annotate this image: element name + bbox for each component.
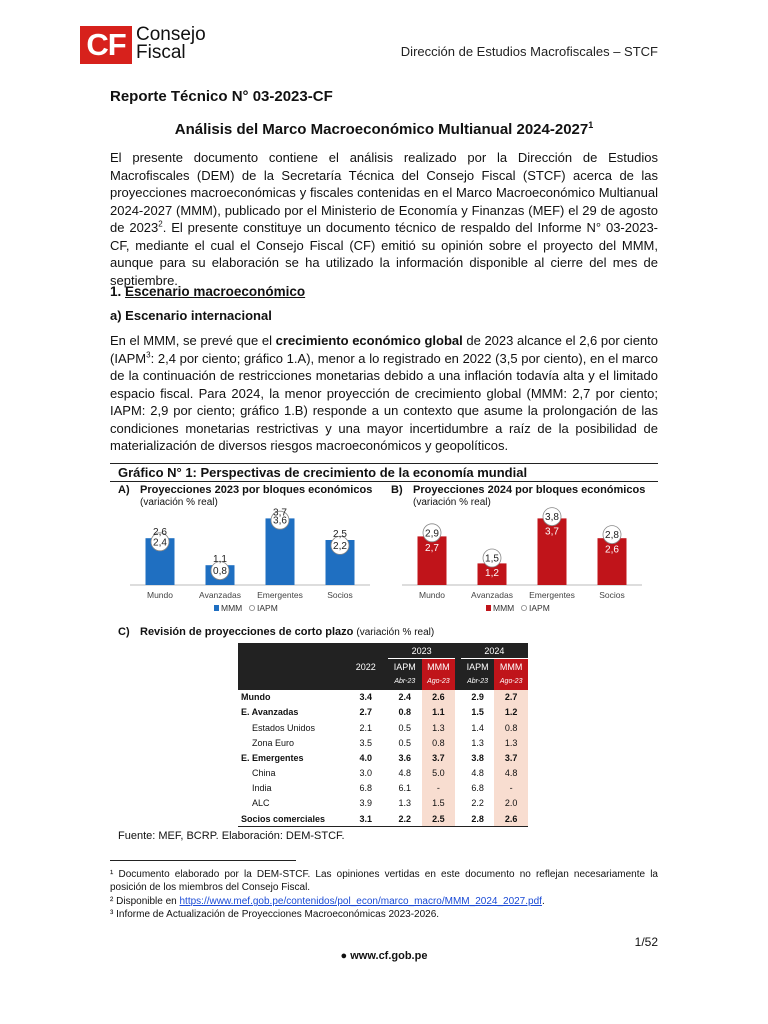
cell-2022: 2.1	[359, 722, 372, 733]
footnote-1-mark: ¹	[110, 869, 114, 880]
header-year-2024: 2024	[461, 643, 528, 659]
category-label: Avanzadas	[199, 590, 241, 600]
page-number: 1/52	[634, 935, 658, 949]
category-label: Socios	[327, 590, 353, 600]
graph-source: Fuente: MEF, BCRP. Elaboración: DEM-STCF.	[118, 830, 345, 842]
cell-mmm-2023: 2.5	[422, 811, 456, 827]
header-mmm-2024: MMM	[494, 659, 528, 675]
header-date-mmm-2024: Ago-23	[494, 674, 528, 689]
chart-2023-blocks	[130, 505, 370, 620]
intro-text-2: . El presente constituye un documento técnico de respaldo del Informe N° 03-2023-CF, mediante el cual el Consejo Fiscal (CF) emitió su opinión sobre el proyecto del MMM, aunque para su elaboración se ha utilizado la información disponible al cierre del mes de septiembre.	[110, 220, 659, 288]
header-year-2022: 2022	[349, 659, 382, 675]
label-mmm: 1,1	[213, 554, 227, 566]
cell-iapm-2024: 3.8	[471, 752, 484, 763]
para-a-text-1: En el MMM, se prevé que el	[110, 333, 276, 348]
legend-mmm-label: MMM	[221, 603, 243, 613]
cell-iapm-2024: 1.3	[471, 737, 484, 748]
row-label: E. Emergentes	[241, 752, 304, 763]
header-blank	[349, 674, 382, 689]
label-mmm: 1,2	[485, 568, 499, 579]
cell-2022: 2.7	[359, 707, 372, 718]
cell-iapm-2023: 4.8	[398, 768, 412, 779]
cell-iapm-2023: 6.1	[398, 783, 412, 794]
label-mmm: 2,6	[153, 527, 167, 539]
cell-mmm-2024: 3.7	[494, 750, 528, 765]
table-row	[238, 720, 528, 735]
panel-a-title: Proyecciones 2023 por bloques económicos	[140, 484, 373, 496]
intro-footnote-ref[interactable]: 2	[158, 219, 163, 229]
table-row	[238, 690, 528, 705]
header-blank	[238, 674, 349, 689]
cell-2022: 6.8	[359, 783, 372, 794]
table-row	[238, 811, 528, 827]
logo-line-2: Fiscal	[136, 42, 186, 63]
legend-mmm-label: MMM	[493, 603, 515, 613]
cell-iapm-2024: 2.9	[471, 692, 484, 703]
header-iapm-2024: IAPM	[461, 659, 495, 675]
report-id: Reporte Técnico N° 03-2023-CF	[110, 88, 333, 105]
cell-mmm-2023: -	[422, 781, 456, 796]
category-label: Emergentes	[257, 590, 303, 600]
cell-mmm-2023: 2.6	[422, 690, 456, 705]
panel-c-label	[118, 626, 434, 638]
logo-line-1: Consejo	[136, 24, 206, 45]
label-iapm: 3,6	[273, 515, 287, 527]
header-department: Dirección de Estudios Macrofiscales – STCF	[400, 44, 658, 59]
cell-2022: 3.5	[359, 737, 372, 748]
label-mmm: 3,7	[545, 526, 559, 538]
cell-mmm-2023: 1.5	[422, 796, 456, 811]
footnote-3-mark: ³	[110, 909, 114, 920]
table-row	[238, 766, 528, 781]
cell-iapm-2024: 1.5	[471, 707, 484, 718]
panel-a-note: (variación % real)	[140, 497, 218, 508]
page-title	[110, 120, 658, 138]
mef-mmm-link[interactable]: https://www.mef.gob.pe/contenidos/pol_econ/marco_macro/MMM_2024_2027.pdf	[179, 896, 542, 907]
label-iapm: 1,5	[485, 553, 499, 565]
table-header-dates	[238, 674, 528, 689]
table-header-years	[238, 643, 528, 659]
row-label: Mundo	[241, 692, 271, 703]
cell-mmm-2024: 0.8	[494, 720, 528, 735]
panel-c-title: Revisión de proyecciones de corto plazo	[140, 626, 354, 638]
title-text: Análisis del Marco Macroeconómico Multianual 2024-2027	[174, 121, 589, 138]
footer-website[interactable]: ● www.cf.gob.pe	[340, 950, 428, 962]
para-a-bold: crecimiento económico global	[275, 333, 463, 348]
cell-mmm-2024: 1.3	[494, 735, 528, 750]
footnote-3-text: Informe de Actualización de Proyecciones Macroeconómicas 2023-2026.	[113, 909, 440, 920]
label-iapm: 2,4	[153, 537, 167, 549]
cell-iapm-2024: 1.4	[471, 722, 484, 733]
para-a-text-2: de 2023 alcance el 2,6 por ciento (IAPM	[110, 333, 658, 366]
table-row	[238, 796, 528, 811]
subsection-heading-a: a) Escenario internacional	[110, 308, 272, 323]
label-iapm: 2,9	[425, 528, 439, 540]
graph-top-rule	[110, 463, 658, 464]
label-iapm: 3,8	[545, 512, 559, 524]
cell-mmm-2024: 1.2	[494, 705, 528, 720]
panel-a-letter: A)	[118, 484, 130, 496]
cell-mmm-2024: 4.8	[494, 766, 528, 781]
projections-table	[238, 643, 528, 827]
cell-iapm-2024: 4.8	[471, 768, 484, 779]
table-row	[238, 781, 528, 796]
cell-mmm-2023: 1.3	[422, 720, 456, 735]
cell-mmm-2024: 2.6	[494, 811, 528, 827]
cell-mmm-2023: 0.8	[422, 735, 456, 750]
header-date-iapm-2024: Abr-23	[461, 674, 495, 689]
graph-title: Gráfico N° 1: Perspectivas de crecimiento de la economía mundial	[118, 465, 528, 480]
chart-2024-blocks	[402, 505, 642, 620]
header-mmm-2023: MMM	[422, 659, 456, 675]
legend-iapm-marker	[249, 605, 254, 610]
footnote-2	[110, 895, 658, 908]
header-2022-blank	[349, 643, 382, 659]
cell-iapm-2023: 0.5	[398, 722, 412, 733]
cell-iapm-2023: 1.3	[398, 798, 412, 809]
row-label: India	[252, 783, 272, 794]
header-iapm-2023: IAPM	[388, 659, 422, 675]
paragraph-international	[110, 332, 658, 455]
legend-iapm-marker	[521, 605, 526, 610]
cell-mmm-2024: 2.7	[494, 690, 528, 705]
cell-mmm-2024: 2.0	[494, 796, 528, 811]
row-label: Zona Euro	[252, 737, 295, 748]
table-body	[238, 690, 528, 827]
cell-mmm-2024: -	[494, 781, 528, 796]
cf-logo-mark: CF	[80, 26, 132, 64]
cell-mmm-2023: 3.7	[422, 750, 456, 765]
cell-2022: 4.0	[359, 752, 372, 763]
label-mmm: 2,7	[425, 542, 439, 554]
label-iapm: 0,8	[213, 566, 227, 578]
cell-iapm-2023: 0.8	[398, 707, 412, 718]
footnote-rule	[110, 860, 296, 861]
footnote-1	[110, 868, 658, 894]
title-footnote-ref[interactable]: 1	[588, 120, 594, 130]
panel-c-letter: C)	[118, 626, 130, 638]
label-mmm: 3,7	[273, 507, 287, 519]
row-label: China	[252, 768, 276, 779]
label-mmm: 2,5	[333, 529, 347, 540]
footnote-1-text: Documento elaborado por la DEM-STCF. Las opiniones vertidas en este documento no reflejan necesariamente la posición de los miembros del Consejo Fiscal.	[110, 869, 658, 893]
legend-iapm-label: IAPM	[257, 603, 278, 613]
section-number: 1.	[110, 284, 122, 299]
para-a-footnote-ref[interactable]: 3	[146, 350, 151, 360]
section-title: Escenario macroeconómico	[125, 284, 306, 299]
cell-2022: 3.9	[359, 798, 372, 809]
panel-b-letter: B)	[391, 484, 403, 496]
cell-mmm-2023: 5.0	[422, 766, 456, 781]
table-header-cols	[238, 659, 528, 675]
footnote-2-pre: Disponible en	[113, 896, 180, 907]
legend-mmm-swatch	[486, 605, 491, 611]
label-iapm: 2,8	[605, 530, 619, 542]
label-iapm: 2,2	[333, 540, 347, 552]
category-label: Avanzadas	[471, 590, 513, 600]
panel-b-note: (variación % real)	[413, 497, 491, 508]
legend-mmm-swatch	[214, 605, 219, 611]
cell-2022: 3.1	[349, 811, 382, 827]
panel-b-title: Proyecciones 2024 por bloques económicos	[413, 484, 646, 496]
table-row	[238, 705, 528, 720]
section-heading-1	[110, 284, 305, 299]
row-label: Estados Unidos	[252, 722, 316, 733]
cell-2022: 3.4	[359, 692, 372, 703]
row-label: E. Avanzadas	[241, 707, 299, 718]
footnote-3	[110, 908, 658, 921]
cf-logo-text	[136, 26, 206, 62]
category-label: Emergentes	[529, 590, 575, 600]
cell-iapm-2024: 6.8	[471, 783, 484, 794]
header-date-iapm-2023: Abr-23	[388, 674, 422, 689]
intro-text-1: El presente documento contiene el análisis realizado por la Dirección de Estudios Macrofiscales (DEM) de la Secretaría Técnica del Consejo Fiscal (STCF) acerca de las proyecciones macroeconómicas y fiscales contenidas en el Marco Macroeconómico Multianual 2024-2027 (MMM), publicado por el Ministerio de Economía y Finanzas (MEF) el 29 de agosto de 2023	[110, 150, 658, 235]
header-year-2023: 2023	[388, 643, 455, 659]
cell-iapm-2024: 2.8	[461, 811, 495, 827]
cell-2022: 3.0	[359, 768, 372, 779]
category-label: Mundo	[419, 590, 445, 600]
cell-iapm-2023: 3.6	[398, 752, 412, 763]
cell-iapm-2023: 2.2	[388, 811, 422, 827]
cell-mmm-2023: 1.1	[422, 705, 456, 720]
header-blank	[238, 659, 349, 675]
label-mmm: 2,6	[605, 544, 619, 556]
graph-title-rule	[110, 481, 658, 482]
row-label: ALC	[252, 798, 270, 809]
table-row	[238, 735, 528, 750]
panel-c-note: (variación % real)	[356, 627, 435, 638]
header-date-mmm-2023: Ago-23	[422, 674, 456, 689]
cell-iapm-2023: 2.4	[398, 692, 412, 703]
footnote-2-post: .	[541, 896, 545, 907]
footnote-2-mark: ²	[110, 896, 114, 907]
row-label: Socios comerciales	[238, 811, 349, 827]
category-label: Mundo	[147, 590, 173, 600]
intro-paragraph	[110, 149, 658, 289]
header-blank	[238, 643, 349, 659]
category-label: Socios	[599, 590, 625, 600]
para-a-text-3: : 2,4 por ciento; gráfico 1.A), menor a lo registrado en 2022 (3,5 por ciento), en el marco de la continuación de restricciones monetarias debido a una inflación todavía alta y el limitado espacio fiscal. Para 2024, la menor proyección de crecimiento global (MMM: 2,7 por ciento; IAPM: 2,9 por ciento; gráfico 1.B) responde a un contexto que asume la prolongación de las condiciones monetarias restrictivas y una mayor incertidumbre a raíz de la posibilidad de materialización de diversos riesgos macroeconómicos y geopolíticos.	[110, 350, 658, 453]
legend-iapm-label: IAPM	[529, 603, 550, 613]
cell-iapm-2024: 2.2	[471, 798, 484, 809]
table-row	[238, 750, 528, 765]
cell-iapm-2023: 0.5	[398, 737, 412, 748]
